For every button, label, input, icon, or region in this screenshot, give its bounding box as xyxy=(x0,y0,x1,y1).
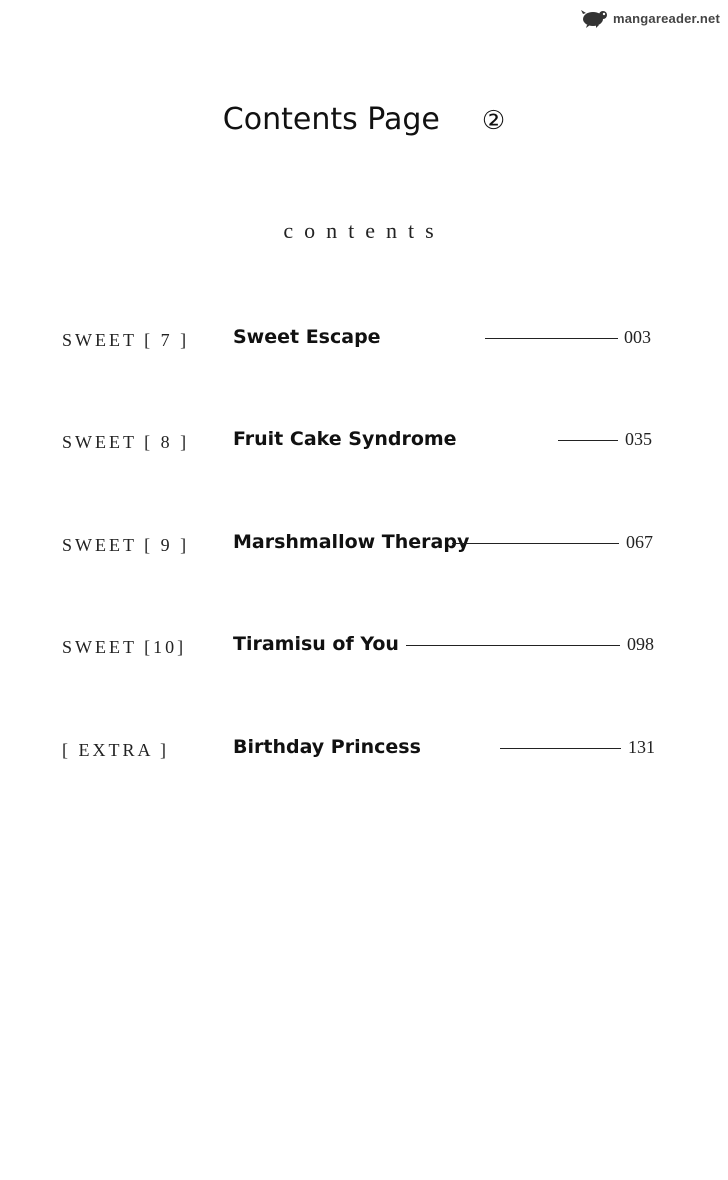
toc-entry[interactable] xyxy=(0,730,728,770)
leader-line xyxy=(500,748,621,749)
chapter-label: SWEET [ 9 ] xyxy=(62,535,190,555)
page-number: 035 xyxy=(625,429,652,449)
toc-entry[interactable] xyxy=(0,627,728,667)
toc-entry[interactable] xyxy=(0,422,728,462)
volume-mark: ② xyxy=(481,106,506,136)
watermark xyxy=(581,8,720,28)
page-number: 131 xyxy=(628,737,655,757)
chapter-label: SWEET [ 8 ] xyxy=(62,432,190,452)
toc-entry[interactable] xyxy=(0,320,728,360)
page-number: 098 xyxy=(627,634,654,654)
chapter-title[interactable]: Sweet Escape xyxy=(233,326,381,348)
page-number: 067 xyxy=(626,532,653,552)
page-number: 003 xyxy=(624,327,651,347)
leader-line xyxy=(558,440,618,441)
leader-line xyxy=(406,645,620,646)
chapter-label: [ EXTRA ] xyxy=(62,740,169,760)
mascot-icon xyxy=(581,8,609,28)
chapter-title[interactable]: Fruit Cake Syndrome xyxy=(233,428,457,450)
page-subtitle: contents xyxy=(283,218,445,243)
toc-entry[interactable] xyxy=(0,525,728,565)
chapter-label: SWEET [10] xyxy=(62,637,187,657)
chapter-label: SWEET [ 7 ] xyxy=(62,330,190,350)
leader-line xyxy=(485,338,618,339)
leader-line xyxy=(452,543,619,544)
page-title-text: Contents Page xyxy=(222,102,440,137)
chapter-title[interactable]: Tiramisu of You xyxy=(233,633,399,655)
watermark-text: mangareader.net xyxy=(612,10,720,26)
chapter-title[interactable]: Marshmallow Therapy xyxy=(233,531,470,553)
page-title xyxy=(0,102,728,137)
chapter-title[interactable]: Birthday Princess xyxy=(233,736,421,758)
